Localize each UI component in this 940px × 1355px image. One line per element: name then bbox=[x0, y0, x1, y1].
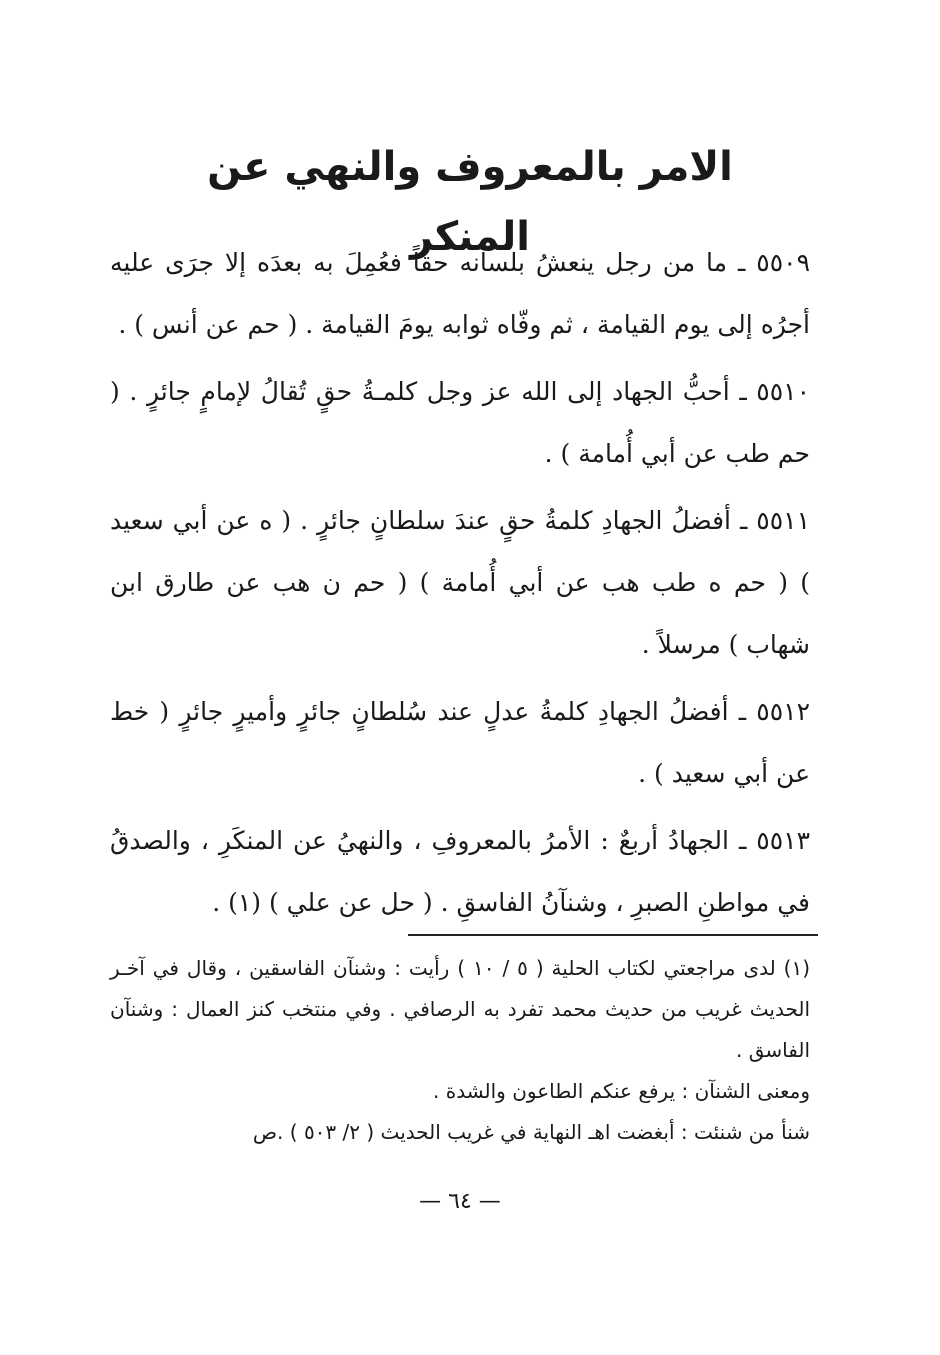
footnote-1: (١) لدى مراجعتي لكتاب الحلية ( ٥ / ١٠ ) رأيت : وشنآن الفاسقين ، وقال في آخـر الحديث غريب من حديث محمد تفرد به الرصافي . وفي منتخب كنز العمال : وشنآن الفاسق . bbox=[110, 956, 810, 1062]
hadith-list bbox=[110, 232, 810, 939]
hadith-entry-5509: ٥٥٠٩ ـ ما من رجل ينعشُ بلسانه حقاً فعُمِلَ به بعدَه إلا جرَى عليه أجرُه إلى يوم القيامة ، ثم وفّاه ثوابه يومَ القيامة . ( حم عن أنس ) . bbox=[110, 248, 810, 339]
section-title: الامر بالمعروف والنهي عن المنكر bbox=[207, 144, 733, 260]
footnotes bbox=[110, 948, 810, 1153]
page-number: — ٦٤ — bbox=[419, 1189, 501, 1214]
hadith-entry-5511: ٥٥١١ ـ أفضلُ الجهادِ كلمةُ حقٍ عندَ سلطانٍ جائرٍ . ( ه عن أبي سعيد ) ( حم ه طب هب عن أبي أُمامة ) ( حم ن هب عن طارق ابن شهاب ) مرسلاً . bbox=[110, 506, 810, 659]
hadith-entry-5513: ٥٥١٣ ـ الجهادُ أربعٌ : الأمرُ بالمعروفِ ، والنهيُ عن المنكَرِ ، والصدقُ في مواطنِ الصبرِ ، وشنآنُ الفاسقِ . ( حل عن علي ) (١) . bbox=[110, 826, 810, 917]
hadith-entry-5510: ٥٥١٠ ـ أحبُّ الجهاد إلى الله عز وجل كلمـةُ حقٍ تُقالُ لإمامٍ جائرٍ . ( حم طب عن أبي أُمامة ) . bbox=[110, 377, 810, 468]
footnote-note-source: شنأ من شنئت : أبغضت اهـ النهاية في غريب الحديث ( ٢/ ٥٠٣ ) .ص bbox=[252, 1120, 810, 1144]
footnote-note-meaning: ومعنى الشنآن : يرفع عنكم الطاعون والشدة . bbox=[433, 1079, 810, 1103]
footnote-divider bbox=[408, 934, 818, 936]
hadith-entry-5512: ٥٥١٢ ـ أفضلُ الجهادِ كلمةُ عدلٍ عند سُلطانٍ جائرٍ وأميرٍ جائرٍ ( خط عن أبي سعيد ) . bbox=[110, 697, 810, 788]
